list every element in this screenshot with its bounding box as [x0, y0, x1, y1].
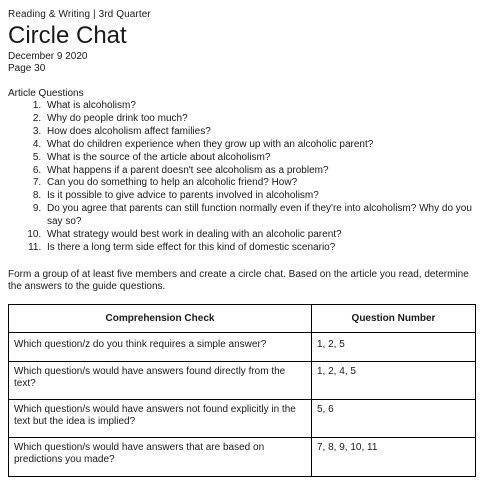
page-title: Circle Chat — [8, 22, 127, 49]
table-row — [9, 332, 476, 361]
question-item: 5. What is the source of the article about alcoholism? — [44, 152, 478, 165]
table-cell: Which question/s would have answers found directly from the text? — [9, 361, 312, 399]
table-cell: 1, 2, 5 — [312, 332, 476, 361]
question-item: 7. Can you do something to help an alcoholic friend? How? — [44, 177, 478, 190]
table-row — [9, 361, 476, 399]
question-item: 8. Is it possible to give advice to parents involved in alcoholism? — [44, 190, 478, 203]
question-item: 10. What strategy would best work in dealing with an alcoholic parent? — [44, 229, 478, 242]
question-item: 3. How does alcoholism affect families? — [44, 126, 478, 139]
instructions-paragraph: Form a group of at least five members and create a circle chat. Based on the article you read, determine the answers to the guide questions. — [8, 268, 469, 293]
table-cell: Which question/s would have answers not found explicitly in the text but the idea is implied? — [9, 399, 312, 437]
table-cell: 7, 8, 9, 10, 11 — [312, 437, 476, 476]
table-row — [9, 437, 476, 476]
comprehension-table — [8, 304, 476, 477]
table-header-row — [9, 304, 476, 332]
date: December 9 2020 — [8, 51, 88, 62]
question-item: 4. What do children experience when they grow up with an alcoholic parent? — [44, 139, 478, 152]
question-item: 1. What is alcoholism? — [44, 100, 478, 113]
question-item: 6. What happens if a parent doesn't see alcoholism as a problem? — [44, 165, 478, 178]
table-cell: 5, 6 — [312, 399, 476, 437]
subject-line: Reading & Writing | 3rd Quarter — [8, 9, 151, 20]
table-row — [9, 399, 476, 437]
question-item: 9. Do you agree that parents can still function normally even if they're into alcoholism? Why do you say so? — [44, 203, 478, 229]
column-header: Question Number — [312, 304, 476, 332]
questions-list — [8, 100, 478, 255]
questions-heading: Article Questions — [8, 88, 84, 99]
question-item: 2. Why do people drink too much? — [44, 113, 478, 126]
page-number: Page 30 — [8, 63, 46, 74]
table-cell: Which question/z do you think requires a simple answer? — [9, 332, 312, 361]
table-cell: 1, 2, 4, 5 — [312, 361, 476, 399]
question-item: 11. Is there a long term side effect for this kind of domestic scenario? — [44, 242, 478, 255]
column-header: Comprehension Check — [9, 304, 312, 332]
document-page — [8, 8, 478, 477]
table-cell: Which question/s would have answers that are based on predictions you made? — [9, 437, 312, 476]
